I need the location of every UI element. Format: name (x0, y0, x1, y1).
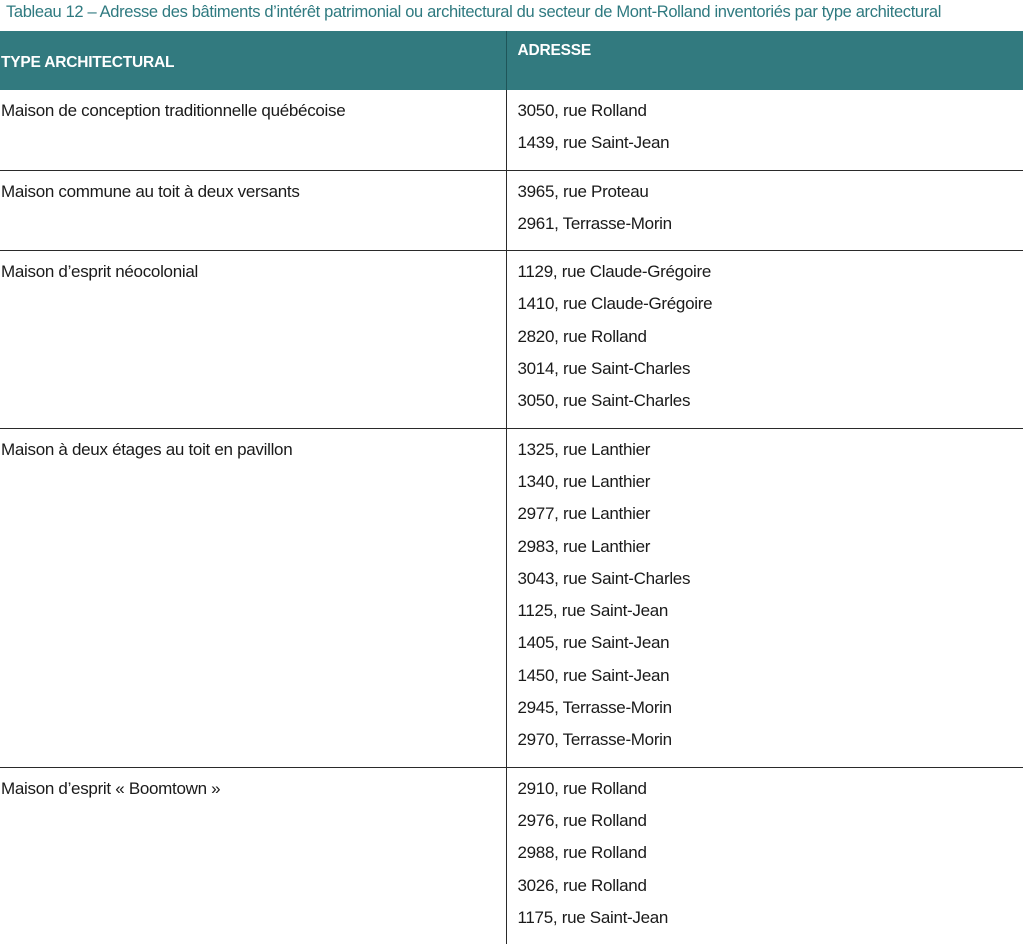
address-line: 1450, rue Saint-Jean (517, 665, 670, 685)
table-row (0, 428, 1023, 767)
address-line: 3965, rue Proteau (517, 181, 649, 201)
table-body (0, 90, 1023, 944)
architectural-type-cell: Maison d’esprit néocolonial (0, 251, 506, 428)
address-cell (506, 170, 1023, 251)
column-header-address: ADRESSE (506, 31, 1023, 90)
address-line: 1405, rue Saint-Jean (517, 633, 670, 653)
address-line: 2910, rue Rolland (517, 778, 647, 798)
architectural-type-cell: Maison de conception traditionnelle québécoise (0, 90, 506, 170)
column-header-type: TYPE ARCHITECTURAL (0, 31, 506, 90)
architectural-type-cell: Maison d’esprit « Boomtown » (1, 778, 221, 798)
address-cell (506, 251, 1023, 428)
table-header-row (0, 31, 1023, 90)
architectural-type-cell: Maison commune au toit à deux versants (0, 170, 506, 251)
address-line: 1410, rue Claude-Grégoire (517, 294, 713, 314)
address-line: 1340, rue Lanthier (517, 471, 651, 491)
table-row (0, 90, 1023, 170)
address-line: 3050, rue Saint-Charles (517, 391, 691, 411)
table-row (0, 767, 1023, 944)
address-line: 2970, Terrasse-Morin (517, 730, 672, 750)
address-cell (506, 767, 1023, 944)
address-line: 1175, rue Saint-Jean (517, 907, 669, 927)
address-line: 2988, rue Rolland (517, 843, 647, 863)
address-line: 2961, Terrasse-Morin (517, 213, 672, 233)
heritage-buildings-table (0, 31, 1023, 944)
address-cell (506, 428, 1023, 767)
table-row (0, 251, 1023, 428)
architectural-type-cell: Maison à deux étages au toit en pavillon (0, 428, 506, 767)
address-line: 2977, rue Lanthier (517, 504, 651, 524)
address-line: 2983, rue Lanthier (517, 536, 651, 556)
address-line: 3026, rue Rolland (517, 875, 647, 895)
address-line: 1325, rue Lanthier (517, 439, 651, 459)
address-line: 3043, rue Saint-Charles (517, 568, 691, 588)
address-line: 1129, rue Claude-Grégoire (517, 262, 711, 282)
table-row (0, 170, 1023, 251)
address-line: 2820, rue Rolland (517, 326, 647, 346)
address-line: 2976, rue Rolland (517, 810, 647, 830)
table-caption: Tableau 12 – Adresse des bâtiments d’intérêt patrimonial ou architectural du secteur de Mont-Rolland inventoriés par type architectural (6, 3, 942, 21)
address-line: 3050, rue Rolland (517, 101, 647, 120)
address-line: 3014, rue Saint-Charles (517, 359, 691, 379)
address-cell (506, 90, 1023, 170)
address-line: 1439, rue Saint-Jean (517, 133, 670, 153)
address-line: 2945, Terrasse-Morin (517, 698, 672, 718)
address-line: 1125, rue Saint-Jean (517, 601, 669, 621)
